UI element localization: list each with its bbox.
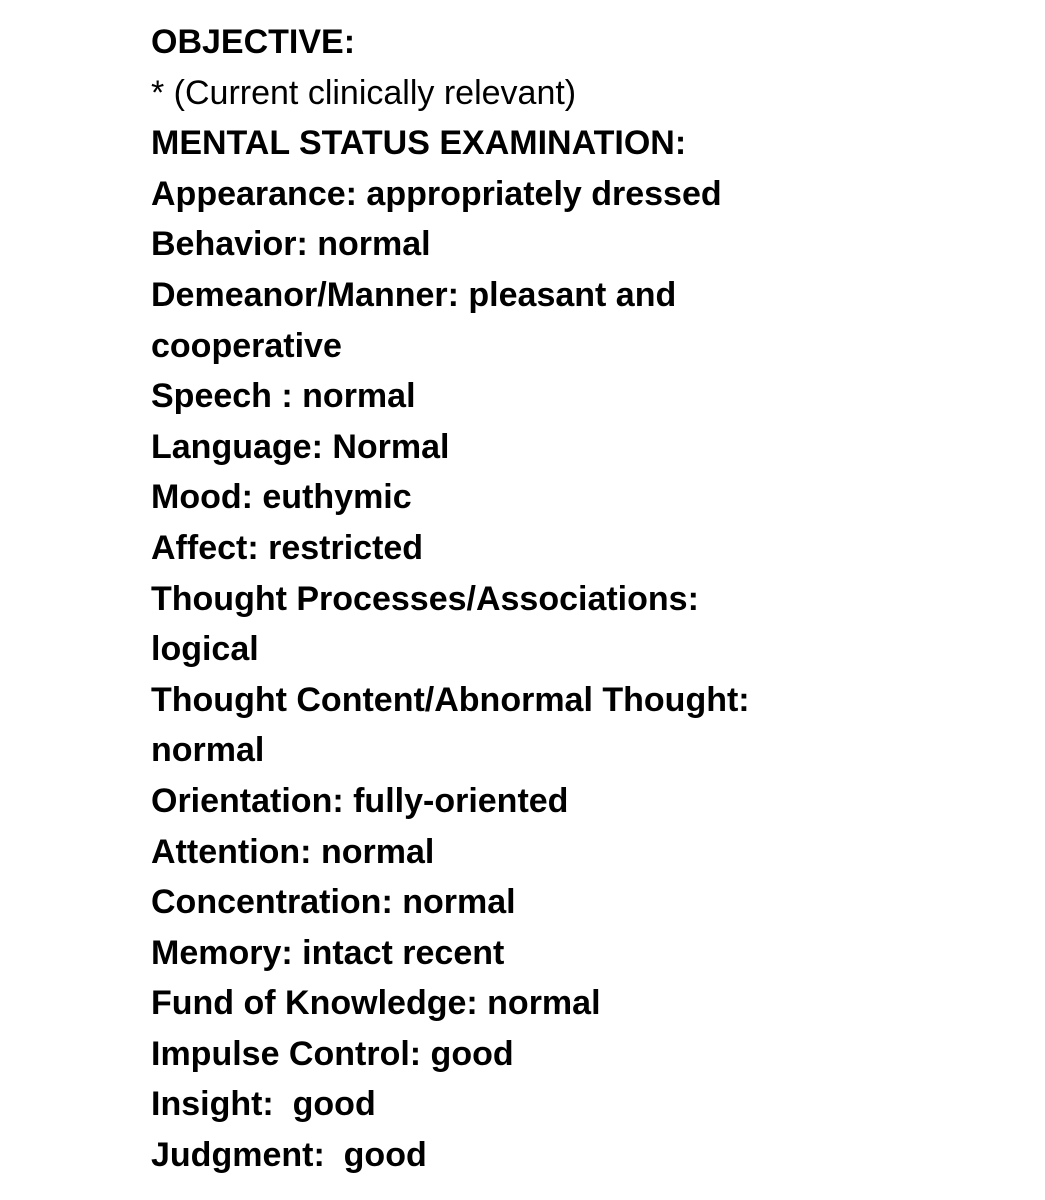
mse-line-insight: Insight: good bbox=[151, 1085, 376, 1124]
mse-line-behavior: Behavior: normal bbox=[151, 225, 431, 264]
objective-heading: OBJECTIVE: bbox=[151, 23, 356, 61]
mse-line-appearance: Appearance: appropriately dressed bbox=[151, 174, 722, 213]
mse-line-attention: Attention: normal bbox=[151, 832, 435, 871]
mse-line-thought-processes-cont: logical bbox=[151, 630, 259, 669]
objective-note: * (Current clinically relevant) bbox=[151, 73, 577, 112]
mse-line-demeanor-cont: cooperative bbox=[151, 326, 342, 365]
mse-line-speech: Speech : normal bbox=[151, 377, 416, 416]
mse-line-impulse-control: Impulse Control: good bbox=[151, 1034, 514, 1073]
mse-line-orientation: Orientation: fully-oriented bbox=[151, 781, 569, 820]
mse-line-judgment: Judgment: good bbox=[151, 1136, 427, 1175]
mse-line-mood: Mood: euthymic bbox=[151, 478, 412, 517]
mse-line-thought-processes: Thought Processes/Associations: bbox=[151, 579, 699, 618]
mse-line-fund-of-knowledge: Fund of Knowledge: normal bbox=[151, 984, 601, 1023]
mse-section-title: MENTAL STATUS EXAMINATION: bbox=[151, 124, 687, 163]
document-body bbox=[151, 17, 1031, 1181]
mse-line-memory: Memory: intact recent bbox=[151, 933, 505, 972]
mse-line-affect: Affect: restricted bbox=[151, 528, 424, 567]
mse-line-concentration: Concentration: normal bbox=[151, 883, 516, 922]
mse-line-language: Language: Normal bbox=[151, 427, 450, 466]
mse-line-thought-content: Thought Content/Abnormal Thought: bbox=[151, 680, 750, 719]
mse-line-demeanor: Demeanor/Manner: pleasant and bbox=[151, 275, 677, 314]
mse-line-thought-content-cont: normal bbox=[151, 731, 265, 770]
